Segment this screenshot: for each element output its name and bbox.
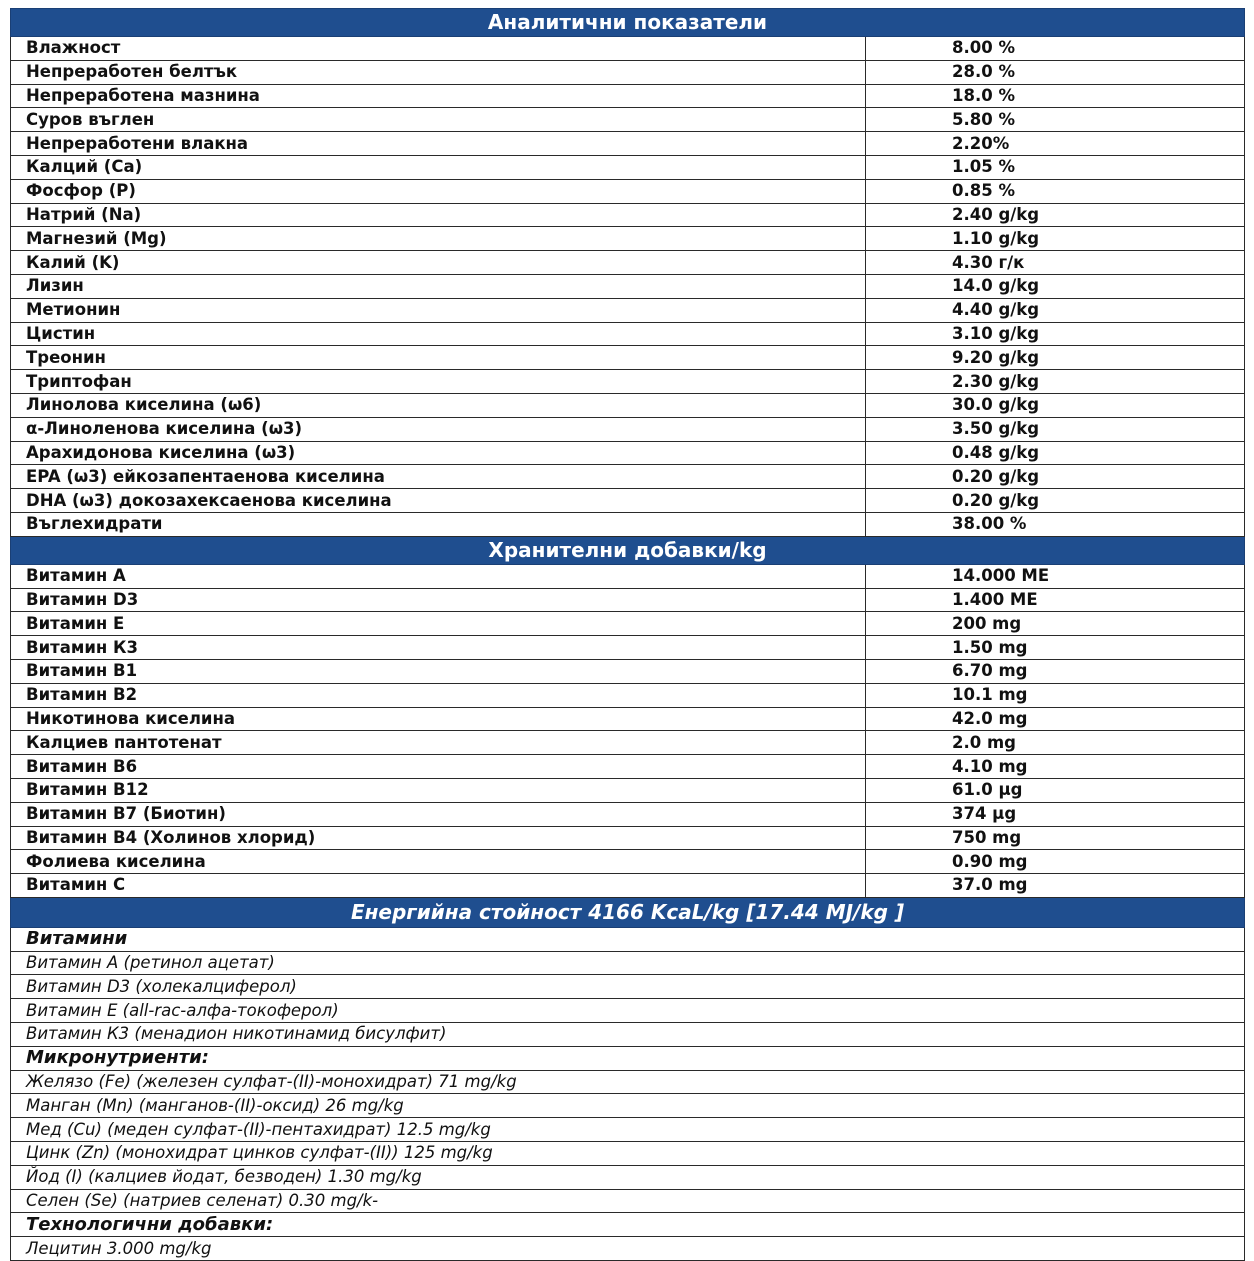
micronutrients-section <box>11 1046 1245 1070</box>
list-item <box>11 1118 1245 1142</box>
row-label: Влажност <box>11 37 866 61</box>
list-item-text: Цинк (Zn) (монохидрат цинков сулфат-(II)) 125 mg/kg <box>11 1142 1245 1166</box>
row-value: 28.0 % <box>866 60 1245 84</box>
additives-rows <box>11 564 1245 897</box>
table-row <box>11 108 1245 132</box>
row-label: Никотинова киселина <box>11 707 866 731</box>
energy-header-row <box>11 897 1245 927</box>
energy-header-body <box>11 897 1245 927</box>
row-value: 10.1 mg <box>866 683 1245 707</box>
table-row <box>11 37 1245 61</box>
row-value: 38.00 % <box>866 512 1245 536</box>
list-item <box>11 951 1245 975</box>
table-row <box>11 564 1245 588</box>
technological-section <box>11 1213 1245 1237</box>
row-label: Въглехидрати <box>11 512 866 536</box>
row-value: 30.0 g/kg <box>866 393 1245 417</box>
row-value: 2.40 g/kg <box>866 203 1245 227</box>
row-label: Калий (K) <box>11 251 866 275</box>
table-row <box>11 417 1245 441</box>
row-value: 4.40 g/kg <box>866 298 1245 322</box>
table-row <box>11 132 1245 156</box>
row-value: 3.50 g/kg <box>866 417 1245 441</box>
energy-title: Енергийна стойност 4166 KcaL/kg [17.44 MJ/kg ] <box>11 897 1245 927</box>
row-value: 0.20 g/kg <box>866 489 1245 513</box>
additives-header-body <box>11 536 1245 564</box>
table-row <box>11 683 1245 707</box>
technological-list <box>11 1237 1245 1261</box>
micronutrients-heading: Микронутриенти: <box>11 1046 1245 1070</box>
row-value: 0.48 g/kg <box>866 441 1245 465</box>
row-value: 0.85 % <box>866 179 1245 203</box>
row-label: DHA (ω3) докозахексаенова киселина <box>11 489 866 513</box>
row-value: 2.30 g/kg <box>866 370 1245 394</box>
table-row <box>11 60 1245 84</box>
row-label: Непреработени влакна <box>11 132 866 156</box>
table-row <box>11 731 1245 755</box>
row-value: 8.00 % <box>866 37 1245 61</box>
row-value: 0.90 mg <box>866 850 1245 874</box>
row-value: 750 mg <box>866 826 1245 850</box>
list-item-text: Витамин Е (all-rac-алфа-токоферол) <box>11 999 1245 1023</box>
additives-title: Хранителни добавки/kg <box>11 536 1245 564</box>
row-label: Магнезий (Mg) <box>11 227 866 251</box>
list-item <box>11 975 1245 999</box>
row-label: Линолова киселина (ω6) <box>11 393 866 417</box>
analytics-title: Аналитични показатели <box>11 9 1245 37</box>
table-row <box>11 512 1245 536</box>
list-item-text: Йод (I) (калциев йодат, безводен) 1.30 mg/kg <box>11 1165 1245 1189</box>
row-label: Калций (Ca) <box>11 155 866 179</box>
table-row <box>11 179 1245 203</box>
row-label: Лизин <box>11 274 866 298</box>
list-item-text: Лецитин 3.000 mg/kg <box>11 1237 1245 1261</box>
row-value: 1.10 g/kg <box>866 227 1245 251</box>
table-row <box>11 489 1245 513</box>
row-label: Витамин В4 (Холинов хлорид) <box>11 826 866 850</box>
row-value: 4.10 mg <box>866 755 1245 779</box>
row-label: Треонин <box>11 346 866 370</box>
list-item-text: Желязо (Fe) (железен сулфат-(II)-монохидрат) 71 mg/kg <box>11 1070 1245 1094</box>
row-value: 2.20% <box>866 132 1245 156</box>
row-label: Натрий (Na) <box>11 203 866 227</box>
list-item-text: Мед (Cu) (меден сулфат-(II)-пентахидрат) 12.5 mg/kg <box>11 1118 1245 1142</box>
analytics-header-row <box>11 9 1245 37</box>
row-label: Витамин В2 <box>11 683 866 707</box>
table-row <box>11 346 1245 370</box>
table-row <box>11 659 1245 683</box>
row-label: Цистин <box>11 322 866 346</box>
list-item <box>11 999 1245 1023</box>
vitamins-section <box>11 927 1245 951</box>
table-row <box>11 393 1245 417</box>
table-row <box>11 441 1245 465</box>
row-label: Витамин К3 <box>11 636 866 660</box>
table-row <box>11 155 1245 179</box>
row-label: EPA (ω3) ейкозапентаенова киселина <box>11 465 866 489</box>
row-label: Непреработен белтък <box>11 60 866 84</box>
row-label: Фосфор (P) <box>11 179 866 203</box>
row-label: Суров въглен <box>11 108 866 132</box>
list-item-text: Манган (Mn) (манганов-(II)-оксид) 26 mg/kg <box>11 1094 1245 1118</box>
table-row <box>11 84 1245 108</box>
row-label: α-Линоленова киселина (ω3) <box>11 417 866 441</box>
row-value: 37.0 mg <box>866 874 1245 898</box>
technological-heading-row <box>11 1213 1245 1237</box>
list-item <box>11 1094 1245 1118</box>
row-label: Метионин <box>11 298 866 322</box>
nutrition-table-body <box>11 9 1245 37</box>
analytics-rows <box>11 37 1245 537</box>
row-value: 2.0 mg <box>866 731 1245 755</box>
list-item <box>11 1023 1245 1047</box>
list-item-text: Витамин К3 (менадион никотинамид бисулфит) <box>11 1023 1245 1047</box>
row-value: 5.80 % <box>866 108 1245 132</box>
row-value: 14.000 МЕ <box>866 564 1245 588</box>
technological-heading: Технологични добавки: <box>11 1213 1245 1237</box>
row-value: 14.0 g/kg <box>866 274 1245 298</box>
table-row <box>11 778 1245 802</box>
table-row <box>11 612 1245 636</box>
list-item <box>11 1070 1245 1094</box>
list-item-text: Витамин D3 (холекалциферол) <box>11 975 1245 999</box>
vitamins-heading-row <box>11 927 1245 951</box>
table-row <box>11 707 1245 731</box>
row-value: 3.10 g/kg <box>866 322 1245 346</box>
table-row <box>11 203 1245 227</box>
row-value: 1.400 МЕ <box>866 588 1245 612</box>
row-label: Арахидонова киселина (ω3) <box>11 441 866 465</box>
table-row <box>11 370 1245 394</box>
row-value: 18.0 % <box>866 84 1245 108</box>
row-label: Витамин В1 <box>11 659 866 683</box>
row-label: Витамин В12 <box>11 778 866 802</box>
row-label: Триптофан <box>11 370 866 394</box>
table-row <box>11 274 1245 298</box>
row-value: 200 mg <box>866 612 1245 636</box>
row-label: Витамин D3 <box>11 588 866 612</box>
additives-header-row <box>11 536 1245 564</box>
row-label: Витамин В6 <box>11 755 866 779</box>
table-row <box>11 251 1245 275</box>
table-row <box>11 465 1245 489</box>
table-row <box>11 755 1245 779</box>
table-row <box>11 826 1245 850</box>
row-value: 42.0 mg <box>866 707 1245 731</box>
row-label: Калциев пантотенат <box>11 731 866 755</box>
list-item-text: Селен (Se) (натриев селенат) 0.30 mg/k- <box>11 1189 1245 1213</box>
row-label: Витамин Е <box>11 612 866 636</box>
table-row <box>11 636 1245 660</box>
row-label: Витамин A <box>11 564 866 588</box>
nutrition-sheet <box>10 8 1244 1261</box>
row-value: 6.70 mg <box>866 659 1245 683</box>
row-value: 1.05 % <box>866 155 1245 179</box>
nutrition-table <box>10 8 1245 1261</box>
list-item <box>11 1237 1245 1261</box>
list-item-text: Витамин А (ретинол ацетат) <box>11 951 1245 975</box>
table-row <box>11 874 1245 898</box>
vitamins-heading: Витамини <box>11 927 1245 951</box>
table-row <box>11 227 1245 251</box>
row-label: Витамин В7 (Биотин) <box>11 802 866 826</box>
table-row <box>11 322 1245 346</box>
micronutrients-list <box>11 1070 1245 1213</box>
list-item <box>11 1142 1245 1166</box>
vitamins-list <box>11 951 1245 1046</box>
table-row <box>11 802 1245 826</box>
row-label: Фолиева киселина <box>11 850 866 874</box>
row-label: Непреработена мазнина <box>11 84 866 108</box>
list-item <box>11 1165 1245 1189</box>
row-label: Витамин С <box>11 874 866 898</box>
row-value: 374 μg <box>866 802 1245 826</box>
row-value: 61.0 μg <box>866 778 1245 802</box>
row-value: 9.20 g/kg <box>866 346 1245 370</box>
table-row <box>11 298 1245 322</box>
row-value: 0.20 g/kg <box>866 465 1245 489</box>
micronutrients-heading-row <box>11 1046 1245 1070</box>
table-row <box>11 588 1245 612</box>
row-value: 4.30 г/к <box>866 251 1245 275</box>
list-item <box>11 1189 1245 1213</box>
row-value: 1.50 mg <box>866 636 1245 660</box>
table-row <box>11 850 1245 874</box>
